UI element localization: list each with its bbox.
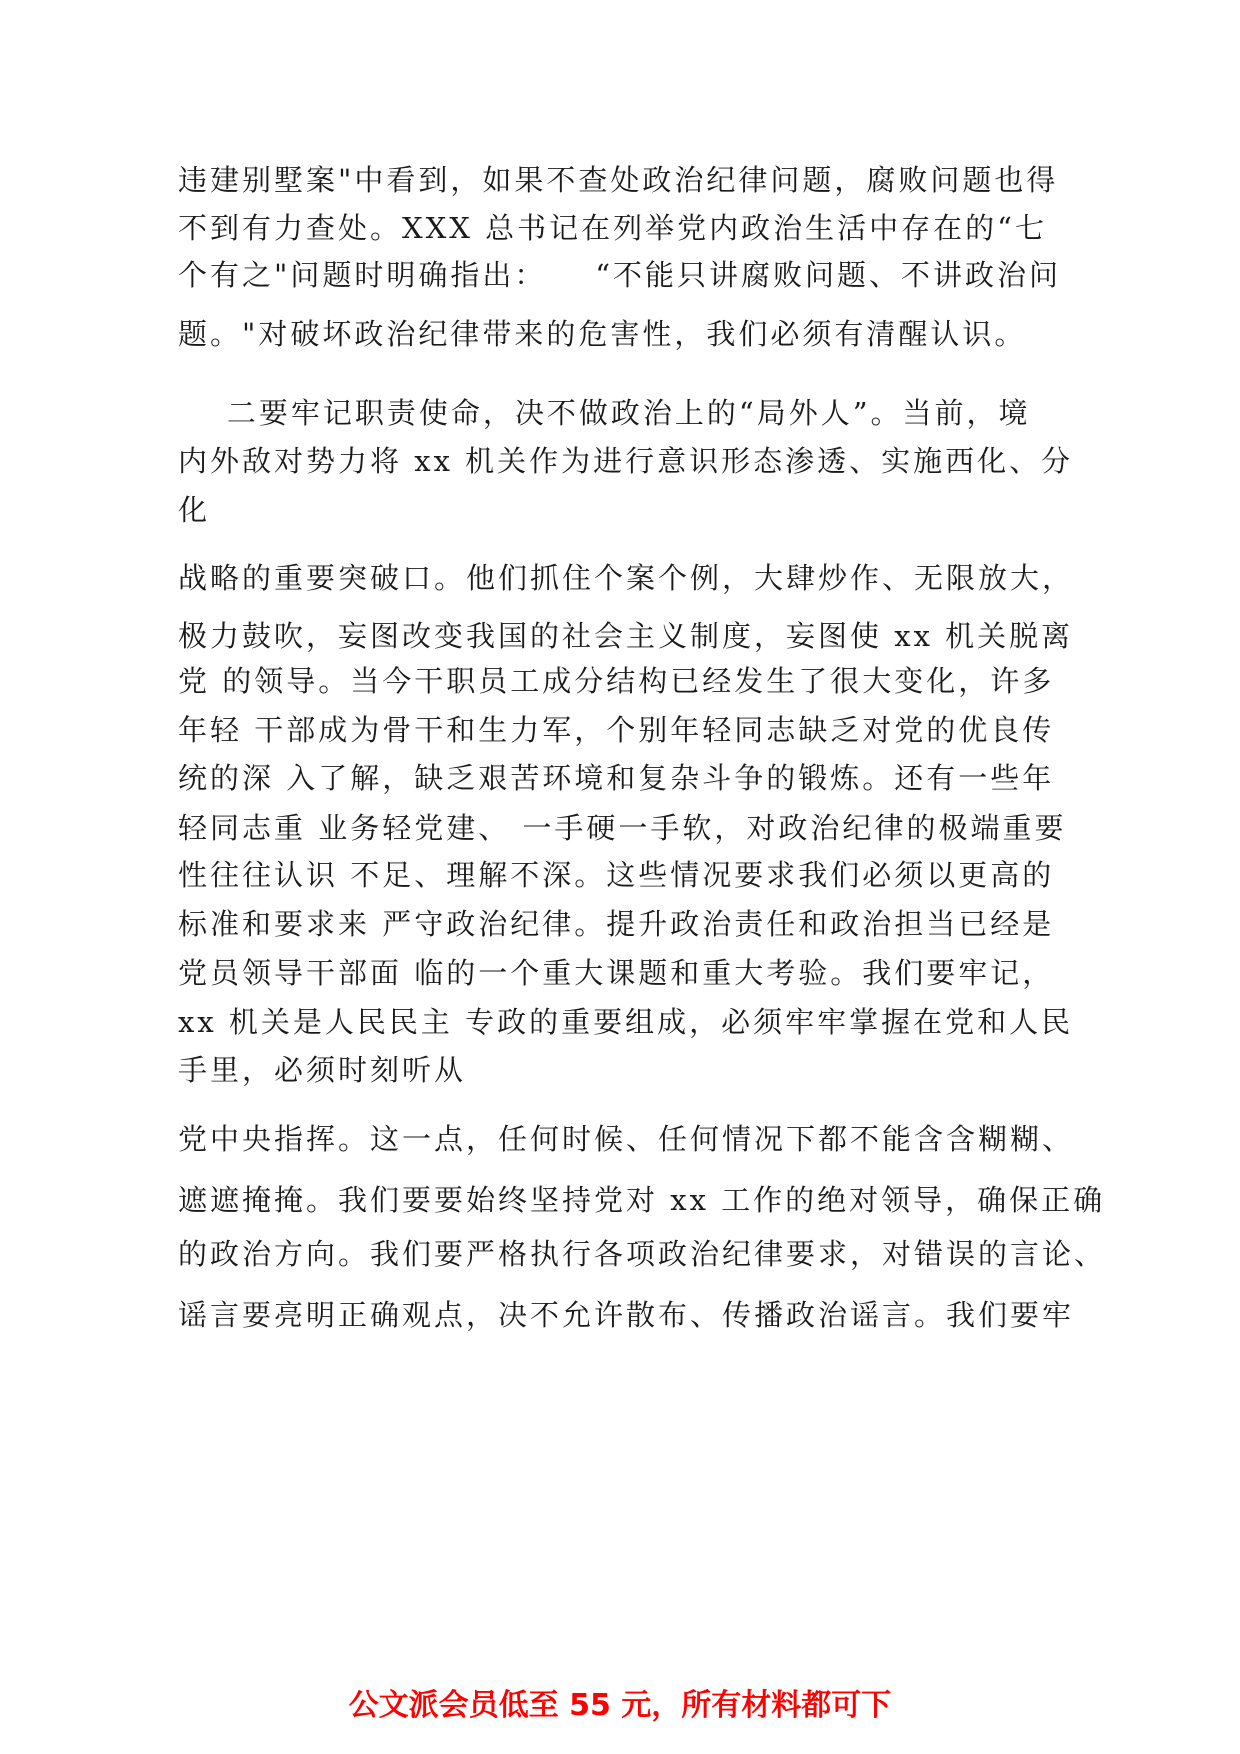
body-text-line: 内外敌对势力将 xx 机关作为进行意识形态渗透、实施西化、分 [178, 444, 1074, 478]
body-text-line: 性往往认识 不足、理解不深。这些情况要求我们必须以更高的 [178, 858, 1055, 892]
body-text-line: 统的深 入了解，缺乏艰苦环境和复杂斗争的锻炼。还有一些年 [178, 761, 1055, 795]
body-text-line: 谣言要亮明正确观点，决不允许散布、传播政治谣言。我们要牢 [178, 1298, 1075, 1332]
footer-promo-banner: 公文派会员低至 55 元，所有材料都可下 [348, 1688, 892, 1723]
body-text-line: xx 机关是人民民主 专政的重要组成，必须牢牢掌握在党和人民 [178, 1005, 1074, 1039]
body-text-line: 党 的领导。当今干职员工成分结构已经发生了很大变化，许多 [178, 664, 1055, 698]
body-text-line: 手里，必须时刻听从 [178, 1053, 467, 1087]
body-text-line: 标准和要求来 严守政治纪律。提升政治责任和政治担当已经是 [178, 907, 1055, 941]
paragraph-start-line: 二要牢记职责使命，决不做政治上的“局外人”。当前，境 [178, 396, 1031, 430]
body-text-line: 的政治方向。我们要严格执行各项政治纪律要求，对错误的言论、 [178, 1237, 1107, 1271]
body-text-line: 题。"对破坏政治纪律带来的危害性，我们必须有清醒认识。 [178, 317, 1027, 351]
body-text-line: 遮遮掩掩。我们要要始终坚持党对 xx 工作的绝对领导，确保正确 [178, 1183, 1106, 1217]
body-text-line: 轻同志重 业务轻党建、 一手硬一手软，对政治纪律的极端重要 [178, 811, 1067, 845]
body-text-line: 战略的重要突破口。他们抓住个案个例，大肆炒作、无限放大， [178, 561, 1075, 595]
body-text-line: 党员领导干部面 临的一个重大课题和重大考验。我们要牢记， [178, 956, 1055, 990]
body-text-line: 违建别墅案"中看到，如果不查处政治纪律问题，腐败问题也得 [178, 163, 1059, 197]
body-text-line: 极力鼓吹，妄图改变我国的社会主义制度，妄图使 xx 机关脱离 [178, 619, 1074, 653]
body-text-line: 化 [178, 493, 211, 527]
body-text-line: 年轻 干部成为骨干和生力军，个别年轻同志缺乏对党的优良传 [178, 713, 1055, 747]
body-text-line: 不到有力查处。XXX 总书记在列举党内政治生活中存在的“七 [178, 211, 1047, 245]
body-text-line: 个有之"问题时明确指出： “不能只讲腐败问题、不讲政治问 [178, 258, 1062, 292]
body-text-line: 党中央指挥。这一点，任何时候、任何情况下都不能含含糊糊、 [178, 1122, 1075, 1156]
